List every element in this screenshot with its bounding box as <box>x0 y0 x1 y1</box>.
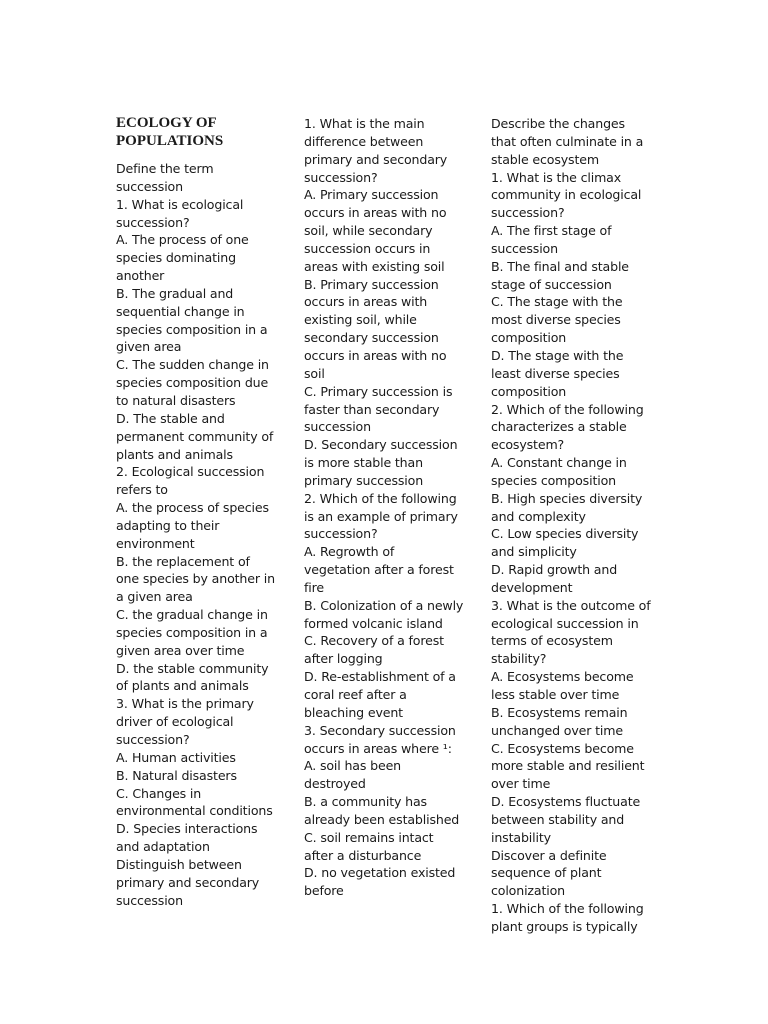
answer-option: A. Constant change in species composition <box>491 455 627 488</box>
question: 1. What is the climax community in ecological succession? <box>491 169 642 221</box>
question: 1. Which of the following plant groups is typically <box>491 901 644 934</box>
answer-option: B. a community has already been established <box>304 794 460 827</box>
answer-option: D. Re-establishment of a coral reef after a bleaching event <box>304 669 456 720</box>
section-heading: Distinguish between primary and secondary succession <box>116 856 260 908</box>
title-line-2: POPULATIONS <box>116 132 224 149</box>
answer-option: C. soil remains intact after a disturbance <box>304 829 434 863</box>
answer-option: C. Changes in environmental conditions <box>116 785 273 819</box>
section-heading: Define the term succession <box>116 161 214 194</box>
title-line-1: ECOLOGY OF <box>116 115 217 131</box>
question: 3. What is the primary driver of ecological succession? <box>116 696 254 747</box>
question: 3. Secondary succession occurs in areas where ¹: <box>304 722 456 756</box>
answer-option: D. Rapid growth and development <box>491 562 618 595</box>
question: 2. Which of the following characterizes a stable ecosystem? <box>491 401 644 453</box>
answer-option: C. Low species diversity and simplicity <box>491 526 639 560</box>
answer-option: D. The stage with the least diverse species composition <box>491 347 624 399</box>
answer-option: B. The final and stable stage of succession <box>491 258 629 292</box>
answer-option: C. Ecosystems become more stable and resilient over time <box>491 740 645 792</box>
answer-option: D. Species interactions and adaptation <box>116 821 258 855</box>
answer-option: B. High species diversity and complexity <box>491 490 643 524</box>
answer-option: B. Primary succession occurs in areas with existing soil, while secondary succession occurs in areas with no soil <box>304 276 447 381</box>
question: 2. Which of the following is an example of primary succession? <box>304 490 458 542</box>
document-title <box>116 115 276 150</box>
section-heading: Describe the changes that often culminate in a stable ecosystem <box>491 116 644 167</box>
answer-option: D. no vegetation existed before <box>304 865 456 899</box>
question: 1. What is the main difference between primary and secondary succession? <box>304 116 448 185</box>
answer-option: C. Recovery of a forest after logging <box>304 633 444 667</box>
answer-option: A. soil has been destroyed <box>304 758 402 792</box>
answer-option: D. Secondary succession is more stable than primary succession <box>304 437 458 488</box>
answer-option: A. the process of species adapting to their environment <box>116 500 269 551</box>
answer-option: A. Human activities <box>116 749 236 765</box>
answer-option: A. Ecosystems become less stable over time <box>491 669 634 702</box>
answer-option: B. Natural disasters <box>116 767 237 783</box>
question: 3. What is the outcome of ecological succession in terms of ecosystem stability? <box>491 597 651 667</box>
question: 2. Ecological succession refers to <box>116 464 265 498</box>
answer-option: D. The stable and permanent community of plants and animals <box>116 410 274 462</box>
column-2 <box>304 115 464 900</box>
section-heading: Discover a definite sequence of plant colonization <box>491 847 607 899</box>
answer-option: A. The first stage of succession <box>491 223 612 256</box>
answer-option: B. Colonization of a newly formed volcanic island <box>304 597 464 631</box>
answer-option: D. Ecosystems fluctuate between stability and instability <box>491 794 641 845</box>
answer-option: A. The process of one species dominating another <box>116 232 249 284</box>
answer-option: B. The gradual and sequential change in species composition in a given area <box>116 285 268 355</box>
answer-option: A. Primary succession occurs in areas with no soil, while secondary succession occurs in areas with existing soil <box>304 187 447 274</box>
column-1 <box>116 115 276 909</box>
answer-option: D. the stable community of plants and animals <box>116 660 269 694</box>
answer-option: C. Primary succession is faster than secondary succession <box>304 383 453 435</box>
answer-option: B. Ecosystems remain unchanged over time <box>491 704 628 738</box>
answer-option: C. The stage with the most diverse species composition <box>491 294 623 346</box>
column-3 <box>491 115 653 936</box>
answer-option: A. Regrowth of vegetation after a forest fire <box>304 544 454 595</box>
answer-option: B. the replacement of one species by another in a given area <box>116 553 275 605</box>
column-1-body <box>116 160 276 909</box>
question: 1. What is ecological succession? <box>116 196 244 230</box>
answer-option: C. The sudden change in species composition due to natural disasters <box>116 357 269 408</box>
answer-option: C. the gradual change in species composition in a given area over time <box>116 607 268 658</box>
